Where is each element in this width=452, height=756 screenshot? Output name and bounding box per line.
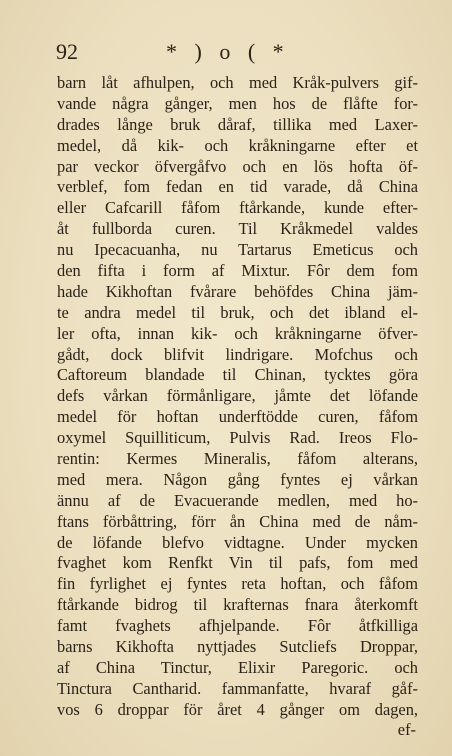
header-ornament: * ) o ( * [166, 39, 290, 64]
text-line: den fifta i form af Mixtur. Fôr dem fom [57, 261, 418, 281]
text-line: te andra medel til bruk, och det ibland el- [57, 302, 418, 322]
page-number: 92 [56, 39, 78, 64]
text-line: fvaghet kom Renfkt Vin til pafs, fom med [57, 553, 418, 573]
text-line: rentin: Kermes Mineralis, fåfom alterans, [57, 449, 418, 469]
text-line: famt fvaghets afhjelpande. Fôr åtfkilliga [57, 616, 418, 636]
body-text [57, 73, 418, 721]
text-line: fin fyrlighet ej fyntes reta hoftan, och fåfom [57, 574, 418, 594]
text-line: med mera. Någon gång fyntes ej vårkan [57, 469, 418, 489]
text-line: ftårkande bidrog til krafternas fnara återkomft [57, 595, 418, 615]
text-line: de löfande blefvo vidtagne. Under mycken [57, 532, 418, 552]
text-line: verblef, fom fedan en tid varade, då China [57, 177, 418, 197]
page-header [56, 38, 412, 66]
text-line: nu Ipecacuanha, nu Tartarus Emeticus och [57, 240, 418, 260]
text-line: barn låt afhulpen, och med Kråk-pulvers gif- [57, 73, 418, 92]
text-line: af China Tinctur, Elixir Paregoric. och [57, 657, 418, 677]
text-line: vos 6 droppar för året 4 gånger om dagen, [57, 699, 418, 719]
text-line: ftans förbåttring, förr ån China med de nåm- [57, 511, 418, 531]
text-line: par veckor öfvergåfvo och en lös hofta öf- [57, 156, 418, 176]
text-line: barns Kikhofta nyttjades Sutcliefs Droppar, [57, 637, 418, 657]
text-line: medel för hoftan underftödde curen, fåfom [57, 407, 418, 427]
text-line: Caftoreum blandade til Chinan, tycktes göra [57, 365, 418, 385]
text-line: gådt, dock blifvit lindrigare. Mofchus och [57, 344, 418, 364]
text-line: åt fullborda curen. Til Kråkmedel valdes [57, 219, 418, 239]
text-line: defs vårkan förmånligare, jåmte det löfande [57, 386, 418, 406]
text-line: ler ofta, innan kik- och kråkningarne öfver- [57, 323, 418, 343]
text-line: vande några gånger, men hos de flåfte for- [57, 93, 418, 113]
text-line: ännu af de Evacuerande medlen, med ho- [57, 490, 418, 510]
catchword: ef- [397, 720, 416, 739]
text-line: hade Kikhoftan fvårare behöfdes China jäm- [57, 281, 418, 301]
text-line: medel, då kik- och kråkningarne efter et [57, 135, 418, 155]
text-line: drades långe bruk dåraf, tillika med Laxer- [57, 114, 418, 134]
text-line: Tinctura Cantharid. fammanfatte, hvaraf gåf- [57, 678, 418, 698]
text-line: eller Cafcarill fåfom ftårkande, kunde efter- [57, 198, 418, 218]
text-line: oxymel Squilliticum, Pulvis Rad. Ireos Flo- [57, 428, 418, 448]
